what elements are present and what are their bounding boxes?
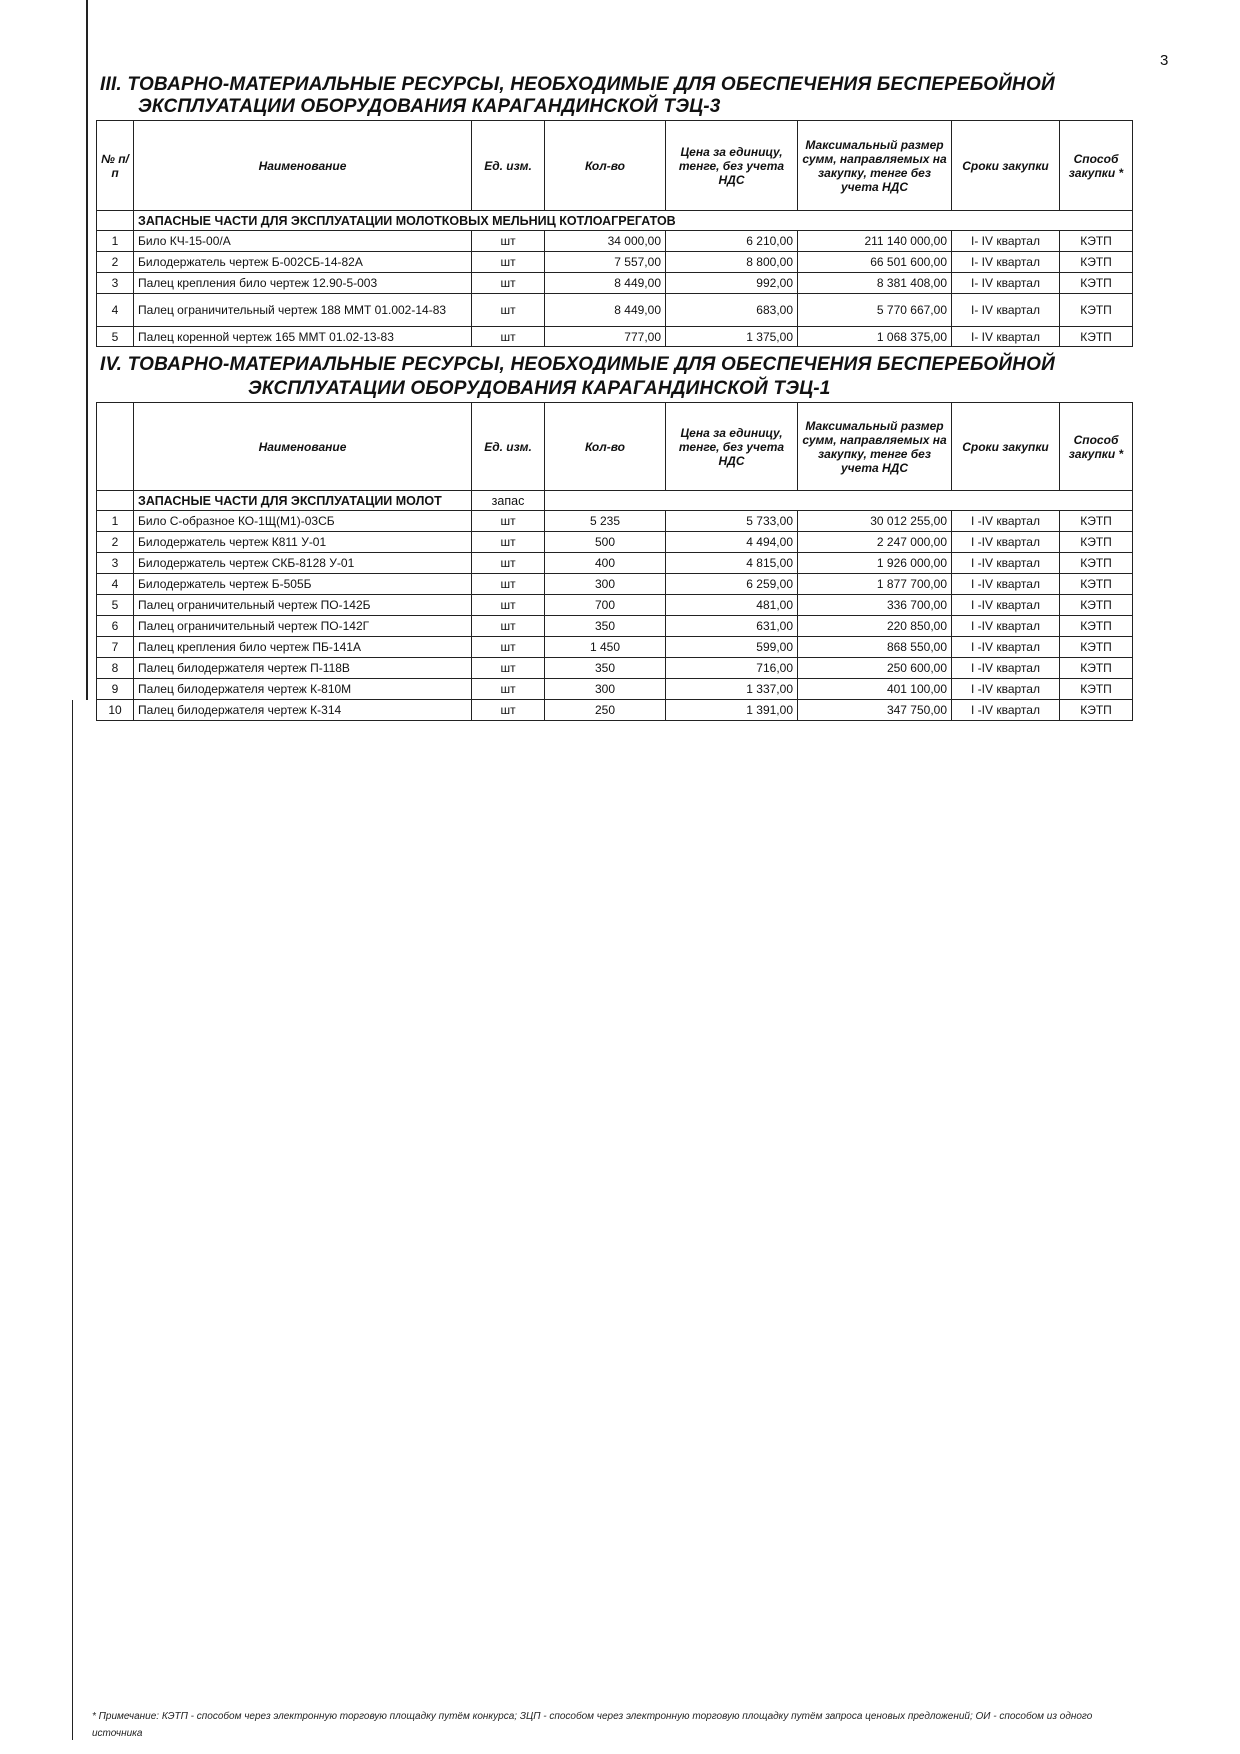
footnote: * Примечание: КЭТП - способом через электронную торговую площадку путём конкурса; ЗЦП - способом через электронную торговую площадку путём запроса ценовых предложений; ОИ - способом из одного источника xyxy=(92,1711,1093,1739)
section4-header-row xyxy=(97,403,1133,491)
cell-unit: шт xyxy=(472,252,545,273)
cell-qty: 500 xyxy=(545,532,666,553)
cell-price: 5 733,00 xyxy=(666,511,798,532)
cell-num: 2 xyxy=(97,532,134,553)
col-header-qty: Кол-во xyxy=(545,121,666,211)
cell-term: I -IV квартал xyxy=(952,574,1060,595)
cell-name: Билодержатель чертеж К811 У-01 xyxy=(134,532,472,553)
cell-method: КЭТП xyxy=(1060,294,1133,327)
page-number: 3 xyxy=(1160,52,1169,69)
cell-num: 2 xyxy=(97,252,134,273)
cell-qty: 7 557,00 xyxy=(545,252,666,273)
cell-method: КЭТП xyxy=(1060,658,1133,679)
col-header-terms: Сроки закупки xyxy=(952,403,1060,491)
cell-name: Палец ограничительный чертеж 188 ММТ 01.002-14-83 xyxy=(134,294,472,327)
cell-qty: 777,00 xyxy=(545,327,666,347)
cell-unit: шт xyxy=(472,616,545,637)
cell-term: I- IV квартал xyxy=(952,231,1060,252)
cell-name: Билодержатель чертеж Б-505Б xyxy=(134,574,472,595)
cell-term: I -IV квартал xyxy=(952,637,1060,658)
left-margin-line-lower xyxy=(72,700,73,1740)
cell-sum: 1 877 700,00 xyxy=(798,574,952,595)
cell-term: I -IV квартал xyxy=(952,700,1060,721)
cell-term: I- IV квартал xyxy=(952,252,1060,273)
col-header-price: Цена за единицу, тенге, без учета НДС xyxy=(666,121,798,211)
cell-price: 6 210,00 xyxy=(666,231,798,252)
cell-method: КЭТП xyxy=(1060,616,1133,637)
cell-method: КЭТП xyxy=(1060,595,1133,616)
section4-table xyxy=(96,402,1133,721)
cell-unit: шт xyxy=(472,574,545,595)
cell-sum: 401 100,00 xyxy=(798,679,952,700)
cell-unit: шт xyxy=(472,553,545,574)
cell-unit: шт xyxy=(472,637,545,658)
cell-method: КЭТП xyxy=(1060,553,1133,574)
cell-method: КЭТП xyxy=(1060,327,1133,347)
col-header-name: Наименование xyxy=(134,121,472,211)
cell-unit: шт xyxy=(472,511,545,532)
table-row xyxy=(97,658,1133,679)
cell-term: I- IV квартал xyxy=(952,273,1060,294)
category-unit: запас xyxy=(472,491,545,511)
cell-term: I -IV квартал xyxy=(952,511,1060,532)
cell-sum: 5 770 667,00 xyxy=(798,294,952,327)
table-row xyxy=(97,273,1133,294)
col-header-max-sum: Максимальный размер сумм, направляемых на закупку, тенге без учета НДС xyxy=(798,403,952,491)
cell-num: 4 xyxy=(97,294,134,327)
cell-qty: 5 235 xyxy=(545,511,666,532)
cell-unit: шт xyxy=(472,595,545,616)
cell-method: КЭТП xyxy=(1060,511,1133,532)
cell-num: 5 xyxy=(97,327,134,347)
cell-term: I -IV квартал xyxy=(952,679,1060,700)
cell-price: 8 800,00 xyxy=(666,252,798,273)
col-header-price: Цена за единицу, тенге, без учета НДС xyxy=(666,403,798,491)
cell-method: КЭТП xyxy=(1060,273,1133,294)
cell-sum: 2 247 000,00 xyxy=(798,532,952,553)
table-row xyxy=(97,595,1133,616)
col-header-unit: Ед. изм. xyxy=(472,403,545,491)
cell-method: КЭТП xyxy=(1060,231,1133,252)
cell-sum: 66 501 600,00 xyxy=(798,252,952,273)
cell-method: КЭТП xyxy=(1060,532,1133,553)
cell-name: Билодержатель чертеж Б-002СБ-14-82А xyxy=(134,252,472,273)
cell-price: 716,00 xyxy=(666,658,798,679)
cell-sum: 1 926 000,00 xyxy=(798,553,952,574)
table-row xyxy=(97,616,1133,637)
cell-price: 683,00 xyxy=(666,294,798,327)
cell-unit: шт xyxy=(472,679,545,700)
cell-num: 9 xyxy=(97,679,134,700)
cell-name: Билодержатель чертеж СКБ-8128 У-01 xyxy=(134,553,472,574)
col-header-max-sum: Максимальный размер сумм, направляемых на закупку, тенге без учета НДС xyxy=(798,121,952,211)
cell-qty: 300 xyxy=(545,574,666,595)
cell-name: Палец билодержателя чертеж П-118В xyxy=(134,658,472,679)
cell-qty: 350 xyxy=(545,616,666,637)
cell-price: 4 494,00 xyxy=(666,532,798,553)
table-row xyxy=(97,327,1133,347)
col-header-unit: Ед. изм. xyxy=(472,121,545,211)
col-header-num: № п/п xyxy=(97,121,134,211)
cell-sum: 220 850,00 xyxy=(798,616,952,637)
cell-sum: 211 140 000,00 xyxy=(798,231,952,252)
cell-method: КЭТП xyxy=(1060,679,1133,700)
cell-sum: 8 381 408,00 xyxy=(798,273,952,294)
cell-qty: 34 000,00 xyxy=(545,231,666,252)
col-header-method: Способ закупки * xyxy=(1060,403,1133,491)
section4-heading-line1: IV. ТОВАРНО-МАТЕРИАЛЬНЫЕ РЕСУРСЫ, НЕОБХОДИМЫЕ ДЛЯ ОБЕСПЕЧЕНИЯ БЕСПЕРЕБОЙНОЙ xyxy=(100,354,1055,375)
cell-term: I -IV квартал xyxy=(952,616,1060,637)
cell-sum: 1 068 375,00 xyxy=(798,327,952,347)
cell-name: Палец ограничительный чертеж ПО-142Г xyxy=(134,616,472,637)
table-row xyxy=(97,637,1133,658)
table-row xyxy=(97,574,1133,595)
cell-unit: шт xyxy=(472,231,545,252)
cell-qty: 700 xyxy=(545,595,666,616)
cell-unit: шт xyxy=(472,658,545,679)
table-row xyxy=(97,679,1133,700)
cell-num: 3 xyxy=(97,553,134,574)
section3-heading-line2: ЭКСПЛУАТАЦИИ ОБОРУДОВАНИЯ КАРАГАНДИНСКОЙ ТЭЦ-3 xyxy=(138,96,721,117)
cell-method: КЭТП xyxy=(1060,252,1133,273)
table-row xyxy=(97,294,1133,327)
section3-header-row xyxy=(97,121,1133,211)
cell-qty: 250 xyxy=(545,700,666,721)
cell-method: КЭТП xyxy=(1060,700,1133,721)
cell-sum: 250 600,00 xyxy=(798,658,952,679)
table-row xyxy=(97,532,1133,553)
cell-unit: шт xyxy=(472,532,545,553)
cell-qty: 1 450 xyxy=(545,637,666,658)
cell-num: 1 xyxy=(97,231,134,252)
category-label: ЗАПАСНЫЕ ЧАСТИ ДЛЯ ЭКСПЛУАТАЦИИ МОЛОТ xyxy=(134,491,472,511)
cell-num: 8 xyxy=(97,658,134,679)
cell-unit: шт xyxy=(472,700,545,721)
cell-sum: 868 550,00 xyxy=(798,637,952,658)
cell-name: Било С-образное КО-1Щ(М1)-03СБ xyxy=(134,511,472,532)
cell-price: 1 375,00 xyxy=(666,327,798,347)
cell-qty: 8 449,00 xyxy=(545,294,666,327)
section4-heading-line2: ЭКСПЛУАТАЦИИ ОБОРУДОВАНИЯ КАРАГАНДИНСКОЙ ТЭЦ-1 xyxy=(248,378,831,399)
cell-num: 6 xyxy=(97,616,134,637)
cell-num: 5 xyxy=(97,595,134,616)
cell-unit: шт xyxy=(472,327,545,347)
table-row xyxy=(97,700,1133,721)
table-row xyxy=(97,231,1133,252)
cell-term: I- IV квартал xyxy=(952,294,1060,327)
cell-method: КЭТП xyxy=(1060,637,1133,658)
cell-price: 481,00 xyxy=(666,595,798,616)
cell-name: Палец ограничительный чертеж ПО-142Б xyxy=(134,595,472,616)
section3-heading-line1: III. ТОВАРНО-МАТЕРИАЛЬНЫЕ РЕСУРСЫ, НЕОБХОДИМЫЕ ДЛЯ ОБЕСПЕЧЕНИЯ БЕСПЕРЕБОЙНОЙ xyxy=(100,74,1055,95)
cell-name: Палец коренной чертеж 165 ММТ 01.02-13-83 xyxy=(134,327,472,347)
section3-table xyxy=(96,120,1133,347)
cell-price: 599,00 xyxy=(666,637,798,658)
cell-num: 3 xyxy=(97,273,134,294)
cell-term: I -IV квартал xyxy=(952,532,1060,553)
cell-num: 10 xyxy=(97,700,134,721)
cell-price: 1 391,00 xyxy=(666,700,798,721)
cell-name: Палец билодержателя чертеж К-810М xyxy=(134,679,472,700)
cell-qty: 350 xyxy=(545,658,666,679)
cell-price: 1 337,00 xyxy=(666,679,798,700)
cell-name: Палец крепления било чертеж ПБ-141А xyxy=(134,637,472,658)
cell-term: I- IV квартал xyxy=(952,327,1060,347)
cell-price: 631,00 xyxy=(666,616,798,637)
cell-name: Палец крепления било чертеж 12.90-5-003 xyxy=(134,273,472,294)
cell-sum: 30 012 255,00 xyxy=(798,511,952,532)
cell-term: I -IV квартал xyxy=(952,595,1060,616)
cell-sum: 347 750,00 xyxy=(798,700,952,721)
cell-qty: 8 449,00 xyxy=(545,273,666,294)
cell-price: 992,00 xyxy=(666,273,798,294)
cell-qty: 300 xyxy=(545,679,666,700)
cell-unit: шт xyxy=(472,294,545,327)
left-margin-line xyxy=(86,0,88,700)
cell-name: Палец билодержателя чертеж К-314 xyxy=(134,700,472,721)
table-row xyxy=(97,252,1133,273)
cell-unit: шт xyxy=(472,273,545,294)
section3-category-row xyxy=(97,211,1133,231)
category-label: ЗАПАСНЫЕ ЧАСТИ ДЛЯ ЭКСПЛУАТАЦИИ МОЛОТКОВЫХ МЕЛЬНИЦ КОТЛОАГРЕГАТОВ xyxy=(134,211,1133,231)
cell-qty: 400 xyxy=(545,553,666,574)
cell-name: Било КЧ-15-00/А xyxy=(134,231,472,252)
table-row xyxy=(97,511,1133,532)
cell-num: 1 xyxy=(97,511,134,532)
cell-num: 4 xyxy=(97,574,134,595)
col-header-method: Способ закупки * xyxy=(1060,121,1133,211)
cell-price: 4 815,00 xyxy=(666,553,798,574)
col-header-name: Наименование xyxy=(134,403,472,491)
col-header-terms: Сроки закупки xyxy=(952,121,1060,211)
cell-term: I -IV квартал xyxy=(952,658,1060,679)
table-row xyxy=(97,553,1133,574)
cell-method: КЭТП xyxy=(1060,574,1133,595)
col-header-qty: Кол-во xyxy=(545,403,666,491)
cell-sum: 336 700,00 xyxy=(798,595,952,616)
cell-price: 6 259,00 xyxy=(666,574,798,595)
cell-term: I -IV квартал xyxy=(952,553,1060,574)
cell-num: 7 xyxy=(97,637,134,658)
section4-category-row xyxy=(97,491,1133,511)
